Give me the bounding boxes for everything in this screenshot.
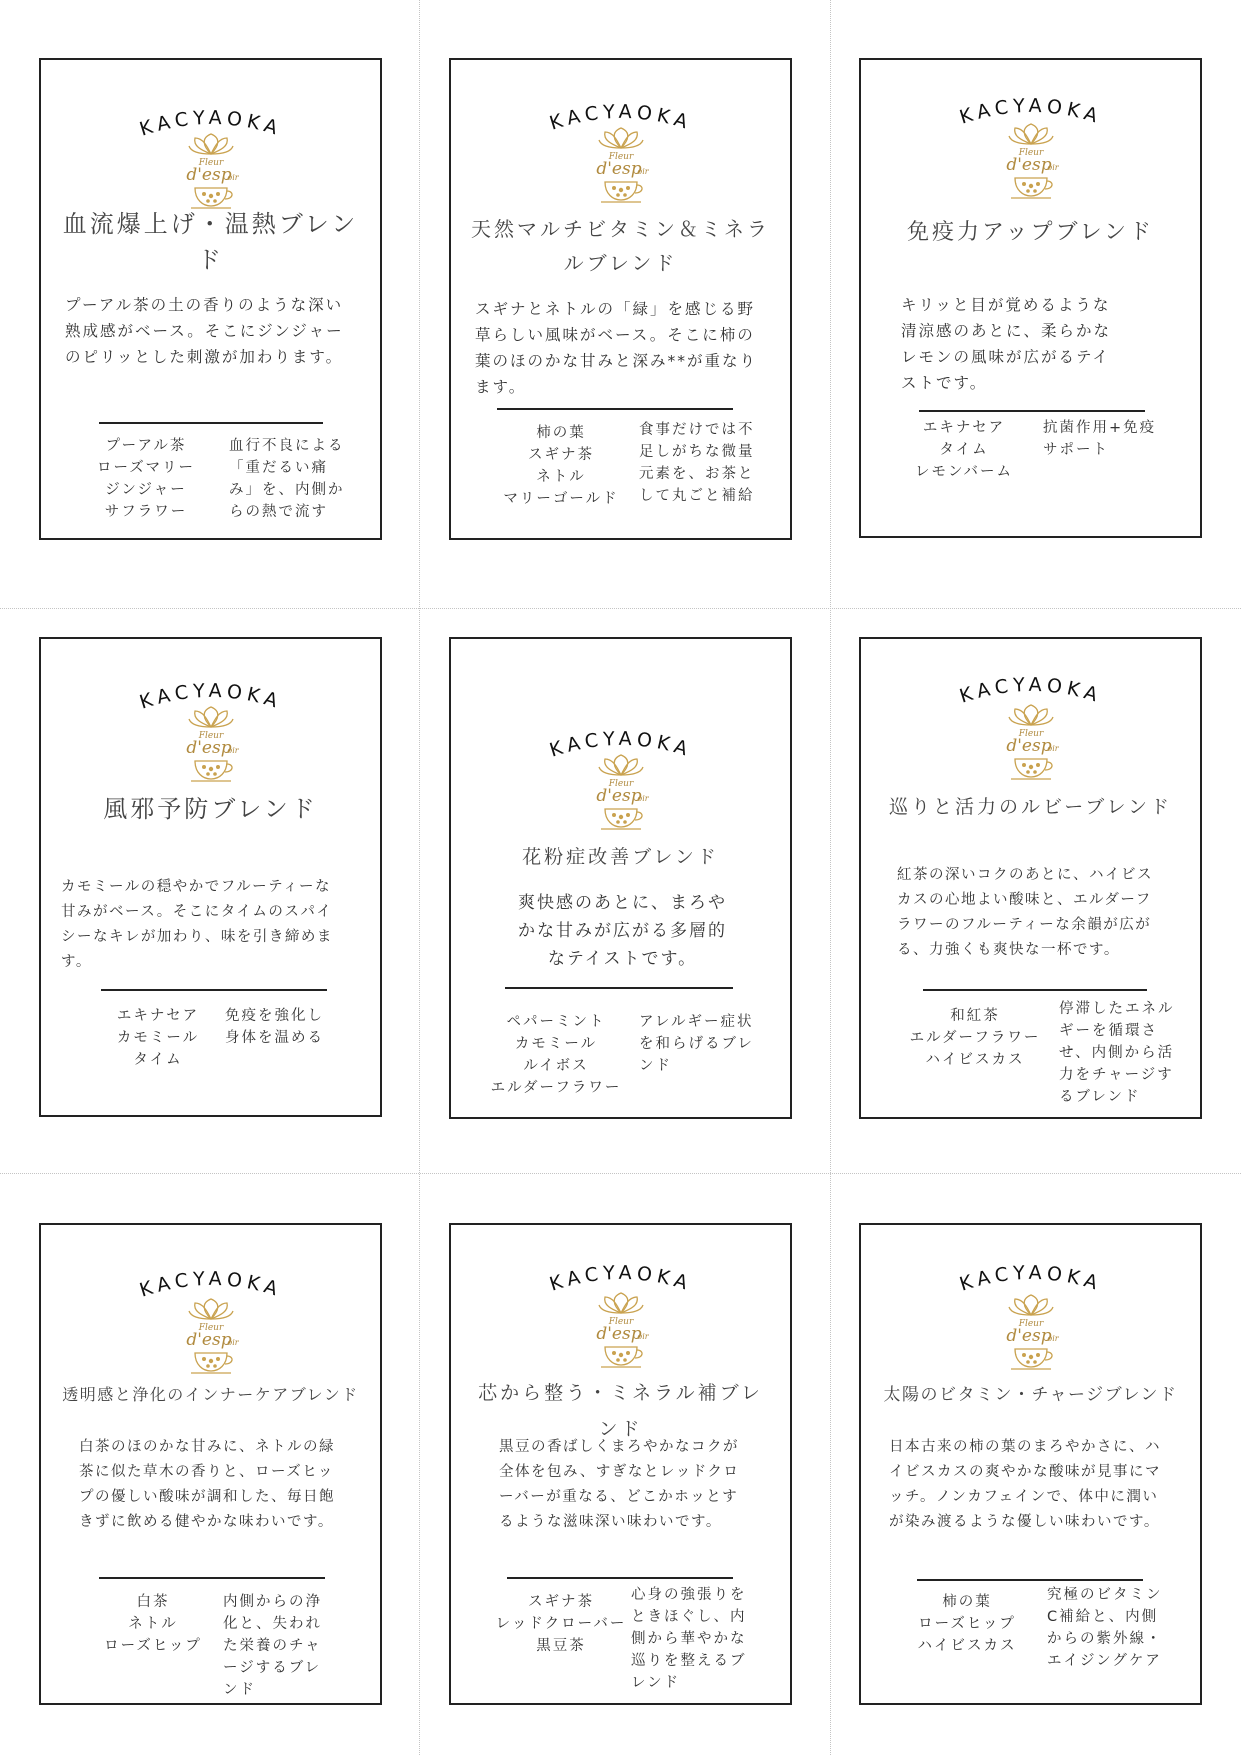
herb-item: 白茶 <box>136 1594 170 1610</box>
herb-list <box>93 1591 213 1657</box>
divider <box>917 1579 1143 1581</box>
herb-item: ルイボス <box>523 1058 589 1074</box>
herb-item: ローズマリー <box>97 460 195 476</box>
brand-name: KACYAOKA <box>136 1267 285 1302</box>
divider <box>99 422 323 424</box>
herb-list <box>909 417 1019 483</box>
blend-description: 紅茶の深いコクのあとに、ハイビス カスの心地よい酸味と、エルダーフ ラワーのフルーティーな余韻が広が る、力強くも爽快な一杯です。 <box>897 867 1153 958</box>
fleur-despoir-logo-icon <box>581 126 661 206</box>
herb-item: ネトル <box>128 1616 178 1632</box>
blend-title: 風邪予防ブレンド <box>103 795 318 823</box>
blend-effect: 内側からの浄 化と、失われ た栄養のチャ ージするブレ ンド <box>223 1594 322 1698</box>
blend-description: プーアル茶の土の香りのような深い 熟成感がベース。そこにジンジャー のピリッとした刺激が加わります。 <box>65 296 344 366</box>
fleur-despoir-logo-icon <box>991 703 1071 783</box>
cut-guide-horizontal <box>0 1173 1241 1174</box>
fleur-despoir-logo-icon <box>171 705 251 785</box>
divider <box>507 1577 733 1579</box>
divider <box>101 989 327 991</box>
herb-item: マリーゴールド <box>503 491 619 507</box>
herb-item: 黒豆茶 <box>536 1638 586 1654</box>
brand-name: KACYAOKA <box>956 1261 1105 1296</box>
divider <box>497 408 733 410</box>
herb-item: レッドクローバー <box>495 1616 627 1632</box>
brand-name: KACYAOKA <box>546 100 695 135</box>
herb-item: エキナセア <box>922 420 1006 436</box>
divider <box>99 1577 325 1579</box>
blend-description: キリッと目が覚めるような 清涼感のあとに、柔らかな レモンの風味が広がるテイ ストです。 <box>901 296 1112 392</box>
divider <box>919 410 1145 412</box>
fleur-despoir-logo-icon <box>581 753 661 833</box>
blend-effect: 停滞したエネル ギーを循環さ せ、内側から活 力をチャージす るブレンド <box>1059 1001 1175 1105</box>
brand-name: KACYAOKA <box>956 673 1105 708</box>
herb-list <box>905 1005 1045 1071</box>
blend-effect: 究極のビタミン C補給と、内側 からの紫外線・ エイジングケア <box>1047 1587 1163 1669</box>
blend-effect: 免疫を強化し 身体を温める <box>225 1008 324 1046</box>
blend-title: 巡りと活力のルビーブレンド <box>888 796 1173 818</box>
herb-item: タイム <box>939 442 989 458</box>
fleur-despoir-logo-icon <box>581 1291 661 1371</box>
blend-title: 血流爆上げ・温熱ブレンド <box>62 210 359 274</box>
herb-item: ハイビスカス <box>925 1052 1025 1068</box>
blend-description: 爽快感のあとに、まろや かな甘みが広がる多層的 なテイストです。 <box>518 893 727 969</box>
herb-list <box>491 422 631 510</box>
cut-guide-vertical <box>830 0 831 1755</box>
blend-title: 太陽のビタミン・チャージブレンド <box>883 1385 1178 1405</box>
herb-item: エルダーフラワー <box>490 1080 622 1096</box>
herb-item: レモンバーム <box>915 464 1013 480</box>
brand-name: KACYAOKA <box>136 106 285 141</box>
blend-description: スギナとネトルの「緑」を感じる野 草らしい風味がベース。そこに柿の 葉のほのかな甘みと深み**が重なり ます。 <box>475 300 758 396</box>
tea-label-card <box>449 58 792 540</box>
herb-list <box>907 1591 1027 1657</box>
tea-label-card <box>39 58 382 540</box>
herb-item: エルダーフラワー <box>909 1030 1041 1046</box>
cut-guide-horizontal <box>0 608 1241 609</box>
blend-effect: 抗菌作用+免疫 サポート <box>1043 420 1157 458</box>
tea-label-card <box>39 1223 382 1705</box>
fleur-despoir-logo-icon <box>171 132 251 212</box>
blend-description: 白茶のほのかな甘みに、ネトルの緑 茶に似た草木の香りと、ローズヒッ プの優しい酸味が調和した、毎日飽 きずに飲める健やかな味わいです。 <box>79 1439 335 1530</box>
herb-item: ハイビスカス <box>917 1638 1017 1654</box>
herb-item: 柿の葉 <box>536 425 586 441</box>
brand-name: KACYAOKA <box>546 1261 695 1296</box>
cut-guide-vertical <box>419 0 420 1755</box>
tea-label-card <box>859 637 1202 1119</box>
blend-title: 免疫力アップブレンド <box>906 220 1155 245</box>
herb-item: エキナセア <box>116 1008 200 1024</box>
divider <box>923 989 1147 991</box>
brand-name: KACYAOKA <box>136 679 285 714</box>
herb-item: スギナ茶 <box>528 1594 594 1610</box>
fleur-despoir-logo-icon <box>991 1293 1071 1373</box>
herb-list <box>481 1011 631 1099</box>
herb-item: ジンジャー <box>105 482 187 498</box>
herb-item: ローズヒップ <box>918 1616 1016 1632</box>
blend-title: 芯から整う・ミネラル補ブレンド <box>478 1382 763 1440</box>
blend-effect: 食事だけでは不 足しがちな微量 元素を、お茶と して丸ごと補給 <box>639 422 755 504</box>
divider <box>505 987 733 989</box>
blend-effect: 心身の強張りを ときほぐし、内 側から華やかな 巡りを整えるブ レンド <box>631 1587 747 1691</box>
blend-description: カモミールの穏やかでフルーティーな 甘みがベース。そこにタイムのスパイ シーなキレが加わり、味を引き締めま す。 <box>61 879 333 970</box>
herb-item: タイム <box>133 1052 183 1068</box>
blend-title: 花粉症改善ブレンド <box>522 846 719 868</box>
fleur-despoir-logo-icon <box>991 122 1071 202</box>
herb-item: ローズヒップ <box>104 1638 202 1654</box>
herb-item: サフラワー <box>104 504 188 520</box>
herb-item: 和紅茶 <box>950 1008 1000 1024</box>
tea-label-card <box>859 1223 1202 1705</box>
herb-list <box>103 1005 213 1071</box>
blend-description: 黒豆の香ばしくまろやかなコクが 全体を包み、すぎなとレッドクロ ーバーが重なる、どこかホッとす るような滋味深い味わいです。 <box>499 1439 740 1530</box>
blend-description: 日本古来の柿の葉のまろやかさに、ハ イビスカスの爽やかな酸味が見事にマ ッチ。ノンカフェインで、体中に潤い が染み渡るような優しい味わいです。 <box>889 1439 1161 1530</box>
brand-name: KACYAOKA <box>956 94 1105 129</box>
tea-label-card <box>449 1223 792 1705</box>
herb-item: ペパーミント <box>506 1014 606 1030</box>
herb-item: カモミール <box>514 1036 598 1052</box>
herb-item: カモミール <box>116 1030 200 1046</box>
herb-item: スギナ茶 <box>528 447 594 463</box>
herb-item: 柿の葉 <box>942 1594 992 1610</box>
herb-item: ネトル <box>536 469 586 485</box>
herb-list <box>491 1591 631 1657</box>
blend-title: 天然マルチビタミン＆ミネラルブレンド <box>471 217 770 275</box>
tea-label-card <box>859 58 1202 538</box>
brand-name: KACYAOKA <box>546 727 695 762</box>
blend-title: 透明感と浄化のインナーケアブレンド <box>62 1385 359 1404</box>
tea-label-card <box>39 637 382 1117</box>
herb-list <box>81 435 211 523</box>
fleur-despoir-logo-icon <box>171 1297 251 1377</box>
tea-label-card <box>449 637 792 1119</box>
herb-item: プーアル茶 <box>105 438 187 454</box>
blend-effect: 血行不良による 「重だるい痛 み」を、内側か らの熱で流す <box>229 438 345 520</box>
svg-text:KACYAOKA <box>957 1262 1105 1296</box>
blend-effect: アレルギー症状 を和らげるブレ ンド <box>639 1014 754 1074</box>
